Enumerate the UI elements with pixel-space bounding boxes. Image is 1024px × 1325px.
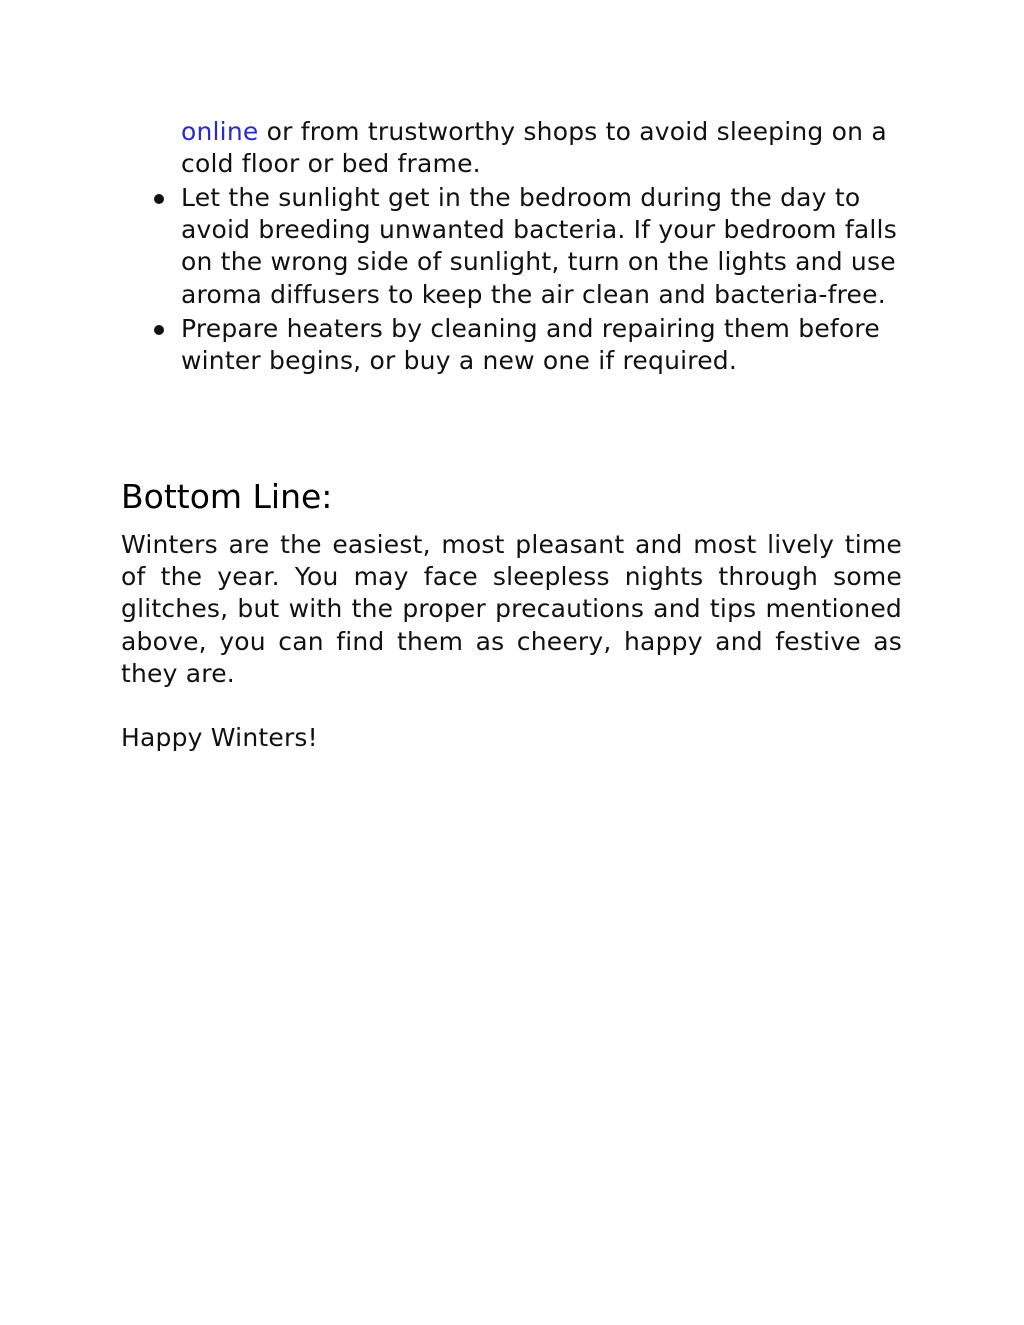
list-item [121,313,902,377]
bullet-icon [154,194,164,204]
bullet-icon [154,325,164,335]
list-item-continuation-text: or from trustworthy shops to avoid sleeping on a cold floor or bed frame. [181,117,887,179]
list-item-text: Prepare heaters by cleaning and repairing them before winter begins, or buy a new one if required. [181,313,880,376]
list-item-continuation [181,116,902,180]
signoff-text: Happy Winters! [121,723,318,752]
list-item [121,182,902,311]
section-heading: Bottom Line: [121,477,333,516]
bullet-list [121,182,902,379]
list-item-text: Let the sunlight get in the bedroom during the day to avoid breeding unwanted bacteria. If your bedroom falls on the wrong side of sunlight, turn on the lights and use aroma diffusers to keep the air clean and bacteria-free. [181,183,897,309]
section-paragraph: Winters are the easiest, most pleasant and most lively time of the year. You may face sleepless nights through some glitches, but with the proper precautions and tips mentioned above, you can find them as cheery, happy and festive as they are. [121,530,902,688]
online-link[interactable]: online [181,117,259,146]
document-page [121,0,902,1325]
